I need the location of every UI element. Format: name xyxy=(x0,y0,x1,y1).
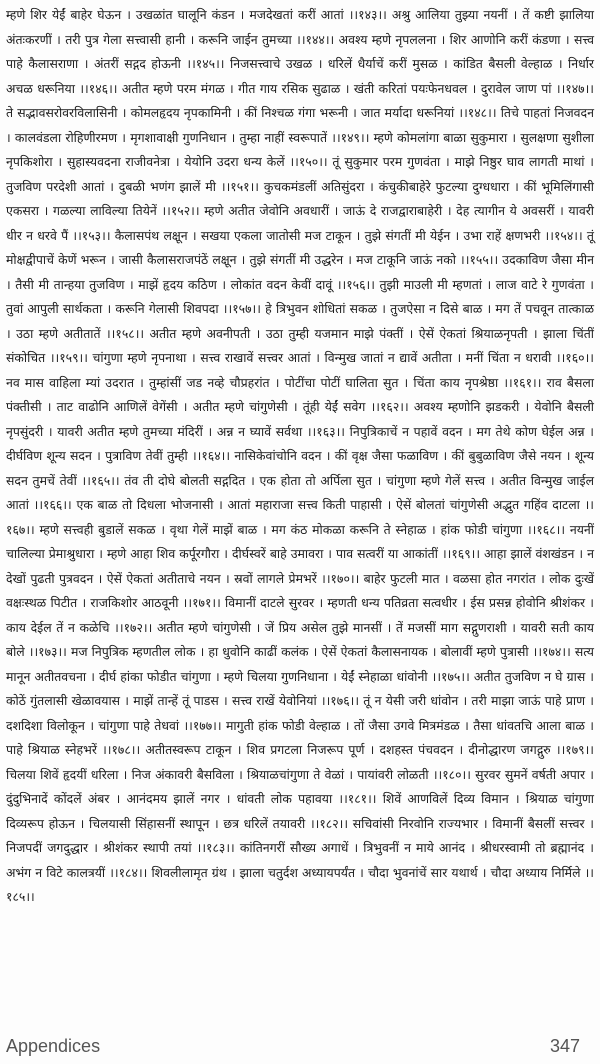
page-footer xyxy=(0,1036,600,1062)
page-number: 347 xyxy=(549,1036,580,1056)
footer-section-title: Appendices xyxy=(6,1036,101,1056)
body-text: म्हणे शिर येईं बाहेर घेऊन । उखळांत घालूनि कंडन । मजदेखतां करीं आतां ।।१४३।। अश्रु आलिया तुझ्या नयनीं । तें कष्टी झालिया अंतःकरणीं । तरी पुत्र गेला सत्त्वासी हानी । करूनि जाईन तुमच्या ।।१४४।। अवश्य म्हणे नृपललना । शिर आणोनि करीं कंडणा । सत्त्व पाहे कैलासराणा । अंतरीं सद्गद होऊनी ।।१४५।। निजसत्त्वाचे उखळ । धरिलें धैर्याचें करीं मुसळ । कांडित बैसली वेल्हाळ । निर्धार अचळ धरूनिया ।।१४६।। अतीत म्हणे परम मंगळ । गीत गाय रसिक सुढाळ । खंती करितां पयःफेनधवल । दुरावेल जाण पां ।।१४७।। ते सद्भावसरोवरविलासिनी । कोमलहृदय नृपकामिनी । कीं निश्चळ गंगा भरूनी । जात मर्यादा धरूनियां ।।१४८।। तिचे पाहतां निजवदन । कालवंडला रोहिणीरमण । मृगशावाक्षी गुणनिधान । तुम्हा नाहीं स्वरूपातें ।।१४९।। म्हणे कोमलांगा बाळा सुकुमारा । सुलक्षणा सुशीला नृपकिशोरा । सुहास्यवदना राजीवनेत्रा । येयोनि उदरा धन्य केलें ।।१५०।। तूं सुकुमार परम गुणवंता । माझे निष्ठुर घाव लागती माथां । तुजविण परदेशी आतां । दुबळी भणंग झालें मी ।।१५१।। कुचकमंडलीं अतिसुंदरा । कंचुकीबाहेरे फुटल्या दुग्धधारा । कीं भूमिलिंगासी एकसरा । गळल्या लाविल्या तियेनें ।।१५२।। म्हणे अतीत जेवोनि अवधारीं । जाऊं दे राजद्वाराबाहेरी । देह त्यागीन ये अवसरीं । यावरी धीर न धरवे पैं ।।१५३।। कैलासपंथ लक्षून । सखया एकला जातोसी मज टाकून । तुझे संगतीं मी येईन । उभा राहें क्षणभरी ।।१५४।। तूं मोक्षद्वीपाचें केणें भरून । जासी कैलासराजपंठें लक्षून । तुझे संगतीं मी उद्धरेन । मज टाकूनि जाऊं नको ।।१५५।। उदकाविण जैसा मीन । तैसी मी तान्हया तुजविण । माझें हृदय कठिण । लोकांत वदन केवीं दावूं ।।१५६।। तुझी माउली मी म्हणतां । लाज वाटे रे गुणवंता । तुवां आपुली सार्थकता । करूनि गेलासी शिवपदा ।।१५७।। हे त्रिभुवन शोधितां सकळ । तुजऐसा न दिसे बाळ । मग तें पचवून तात्काळ । उठा म्हणे अतीतातें ।।१५८।। अतीत म्हणे अवनीपती । उठा तुम्ही यजमान माझे पंक्तीं । ऐसें ऐकतां श्रियाळनृपती । झाला चिंतीं संकोचित ।।१५९।। चांगुणा म्हणे नृपनाथा । सत्त्व राखावें सत्त्वर आतां । विन्मुख जातां न द्यावें अतीता । मनीं चिंता न धरावी ।।१६०।। नव मास वाहिला म्यां उदरात । तुम्हांसीं जड नव्हे चौप्रहरांत । पोटींचा पोटीं घालिता सुत । चिंता काय नृपश्रेष्ठा ।।१६१।। राव बैसला पंक्तीसी । ताट वाढोनि आणिलें वेगेंसी । अतीत म्हणे चांगुणेसी । तूंही येईं सवेग ।।१६२।। अवश्य म्हणोनि झडकरी । येवोनि बैसली नृपसुंदरी । यावरी अतीत म्हणे तुमच्या मंदिरीं । अन्न न घ्यावें सर्वथा ।।१६३।। निपुत्रिकाचें न पहावें वदन । मग तेथे कोण घेईल अन्न । दीर्घविण शून्य सदन । पुत्राविण तेवीं तुम्ही ।।१६४।। नासिकेवांचोनि वदन । कीं वृक्ष जैसा फळाविण । कीं बुबुळाविण जैसे नयन । शून्य सदन तुमचें तेवीं ।।१६५।। तंव ती दोघे बोलती सद्गदित । एक होता तो अर्पिला सुत । चांगुणा म्हणे गेलें सत्त्व । अतीत विन्मुख जाईल आतां ।।१६६।। एक बाळ तो दिधला भोजनासी । आतां महाराजा सत्त्व किती पाहासी । ऐसें बोलतां चांगुणेसी अद्भुत गहिंव दाटला ।।१६७।। म्हणे सत्त्वही बुडालें सकळ । वृथा गेलें माझें बाळ । मग कंठ मोकळा करूनि ते स्नेहाळ । हांक फोडी चांगुणा ।।१६८।। नयनीं चालिल्या प्रेमाश्रुधारा । म्हणे आहा शिव कर्पूरगौरा । दीर्घस्वरें बाहे उमावरा । पाव सत्वरीं या आकांतीं ।।१६९।। आहा झालें वंशखंडन । न देखों पुढती पुत्रवदन । ऐसें ऐकतां अतीताचे नयन । स्रवों लागले प्रेमभरें ।।१७०।। बाहेर फुटली मात । वळसा होत नगरांत । लोक दुःखें वक्षःस्थळ पिटीत । राजकिशोर आठवूनी ।।१७१।। विमानीं दाटले सुरवर । म्हणती धन्य पतिव्रता सत्वधीर । ईस प्रसन्न होवोनि श्रीशंकर । काय देईल तें न कळेचि ।।१७२।। अतीत म्हणे चांगुणेसी । जें प्रिय असेल तुझे मानसीं । तें मजसीं माग सद्गुणराशी । यावरी सती काय बोले ।।१७३।। मज निपुत्रिक म्हणतील लोक । हा धुवोनि काढीं कलंक । ऐसें ऐकतां कैलासनायक । बोलावीं म्हणे पुत्रासी ।।१७४।। सत्य मानून अतीतवचना । दीर्घ हांका फोडीत चांगुणा । म्हणे चिलया गुणनिधाना । येईं स्नेहाळा धांवोनी ।।१७५।। अतीत तुजविण न घे ग्रास । कोठें गुंतलासी खेळावयास । माझें तान्हें तूं पाडस । सत्त्व राखें येवोनियां ।।१७६।। तूं न येसी जरी धांवोन । तरी माझा जाऊं पाहे प्राण । दशदिशा विलोकून । चांगुणा पाहे तेधवां ।।१७७।। मागुती हांक फोडी वेल्हाळ । तों जैसा उगवे मित्रमंडळ । तैसा धांवतचि आला बाळ । पाहे श्रियाळ स्नेहभरें ।।१७८।। अतीतस्वरूप टाकून । शिव प्रगटला निजरूप पूर्ण । दशहस्त पंचवदन । दीनोद्धारण जगद्गुरु ।।१७९।। चिलया शिवें हृदयीं धरिला । निज अंकावरी बैसविला । श्रियाळचांगुणा ते वेळां । पायांवरी लोळती ।।१८०।। सुरवर सुमनें वर्षती अपार । दुंदुभिनादें कोंदलें अंबर । आनंदमय झालें नगर । धांवती लोक पहावया ।।१८१।। शिवें आणविलें दिव्य विमान । श्रियाळ चांगुणा दिव्यरूप होऊन । चिलयासी सिंहासनीं स्थापून । छत्र धरिलें तयावरी ।।१८२।। सचिवांसी निरवोनि राज्यभार । विमानीं बैसलीं सत्त्वर । निजपदीं जगदुद्धार । श्रीशंकर स्थापी तयां ।।१८३।। कांतिनगरीं सौख्य अगाधें । त्रिभुवनीं न माये आनंद । श्रीधरस्वामी तो ब्रह्मानंद । अभंग न विटे कालत्रयीं ।।१८४।। शिवलीलामृत ग्रंथ । झाला चतुर्दश अध्यायपर्यंत । चौदा भुवनांचें सार यथार्थ । चौदा अध्याय निर्मिले ।।१८५।। xyxy=(6,7,594,904)
